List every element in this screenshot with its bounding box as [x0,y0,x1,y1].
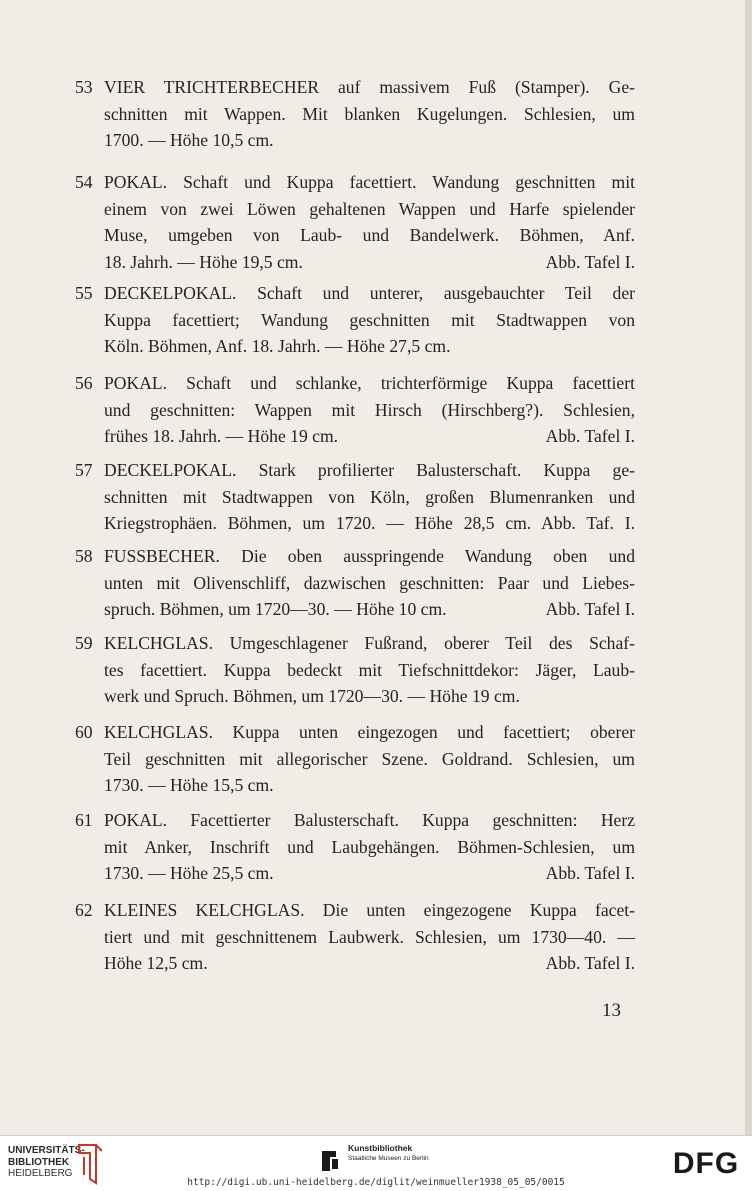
entry-text: 1700. — Höhe 10,5 cm. [104,130,274,150]
kunstbibliothek-label [348,1143,429,1164]
dfg-text: DFG [672,1147,740,1179]
entry-text: Höhe 12,5 cm. [104,953,208,973]
catalog-entry [75,457,635,537]
entry-line [75,249,635,276]
entry-line [75,543,635,570]
uni-line-1: UNIVERSITÄTS- [8,1145,85,1156]
entry-line [75,510,635,537]
catalog-entry [75,719,635,799]
entry-text: 1730. — Höhe 25,5 cm. [104,863,274,883]
entry-text: unten mit Olivenschliff, dazwischen geschnitten: Paar und Liebes- [104,572,635,593]
entry-line [75,596,635,623]
entry-text: 1730. — Höhe 15,5 cm. [104,775,274,795]
dfg-logo [668,1145,744,1179]
entry-line [75,807,635,834]
entry-number: 61 [75,810,93,830]
catalog-entry [75,807,635,887]
entry-line [75,169,635,196]
university-library-label [8,1145,85,1180]
entry-number: 58 [75,546,93,566]
plate-reference: Abb. Tafel I. [545,426,635,446]
kb-line-2: Staatliche Museen zu Berlin [348,1155,429,1162]
entry-line [75,484,635,511]
entry-line [75,657,635,684]
entry-text: werk und Spruch. Böhmen, um 1720—30. — Höhe 19 cm. [104,686,520,706]
entry-text: Muse, umgeben von Laub- und Bandelwerk. Böhmen, Anf. [104,225,635,245]
entry-number: 57 [75,460,93,480]
entry-number: 56 [75,373,93,393]
footer-bar [0,1135,752,1191]
entry-number: 55 [75,283,93,303]
entry-line [75,307,635,334]
catalog-entry [75,630,635,710]
catalog-entry [75,370,635,450]
catalog-entry [75,74,635,154]
entry-text: KELCHGLAS. Umgeschlagener Fußrand, oberer Teil des Schaf- [104,633,635,653]
entry-text: FUSSBECHER. Die oben ausspringende Wandung oben und [104,546,635,566]
entry-text: POKAL. Schaft und Kuppa facettiert. Wandung geschnitten mit [104,172,635,192]
source-url[interactable]: http://digi.ub.uni-heidelberg.de/diglit/weinmueller1938_05_05/0015 [187,1177,565,1188]
entry-line [75,280,635,307]
entry-text: frühes 18. Jahrh. — Höhe 19 cm. [104,426,339,446]
entry-text: und geschnitten: Wappen mit Hirsch (Hirschberg?). Schlesien, [104,399,635,420]
uni-line-3: HEIDELBERG [8,1168,73,1179]
entry-text: KLEINES KELCHGLAS. Die unten eingezogene Kuppa facet- [104,900,635,920]
entry-text: Köln. Böhmen, Anf. 18. Jahrh. — Höhe 27,5 cm. [104,336,451,356]
entry-line [75,772,635,799]
entry-line [75,746,635,773]
entry-line [75,950,635,977]
entry-line [75,333,635,360]
entry-line [75,457,635,484]
entry-text: KELCHGLAS. Kuppa unten eingezogen und facettiert; oberer [104,722,635,742]
catalog-entry [75,897,635,977]
entry-number: 60 [75,722,93,742]
page-edge [745,0,752,1135]
entry-line [75,860,635,887]
catalog-entry [75,169,635,275]
kunstbibliothek-logo-icon [320,1148,342,1174]
entry-text: POKAL. Facettierter Balusterschaft. Kuppa geschnitten: Herz [104,810,635,830]
entry-text: schnitten mit Stadtwappen von Köln, großen Blumenranken und [104,486,635,507]
entry-line [75,127,635,154]
plate-reference: Abb. Tafel I. [545,251,635,272]
entry-line [75,370,635,397]
entry-text: POKAL. Schaft und schlanke, trichterförmige Kuppa facettiert [104,373,635,393]
entry-text: mit Anker, Inschrift und Laubgehängen. Böhmen-Schlesien, um [104,836,635,857]
entry-line [75,570,635,597]
entry-number: 62 [75,900,93,920]
entry-text: tes facettiert. Kuppa bedeckt mit Tiefschnittdekor: Jäger, Laub- [104,659,635,680]
entry-text: DECKELPOKAL. Stark profilierter Balusterschaft. Kuppa ge- [104,460,635,480]
entry-text: DECKELPOKAL. Schaft und unterer, ausgebauchter Teil der [104,283,635,303]
entry-line [75,423,635,450]
entry-line [75,196,635,223]
catalog-entry [75,280,635,360]
entry-text: einem von zwei Löwen gehaltenen Wappen und Harfe spielender [104,198,635,219]
entry-text: 18. Jahrh. — Höhe 19,5 cm. [104,251,303,272]
entry-line [75,397,635,424]
entry-text: tiert und mit geschnittenem Laubwerk. Schlesien, um 1730—40. — [104,926,635,947]
entry-line [75,630,635,657]
uni-line-2: BIBLIOTHEK [8,1156,70,1168]
kb-line-1: Kunstbibliothek [348,1143,413,1153]
page-number: 13 [602,1000,621,1021]
entry-number: 59 [75,633,93,653]
entry-line [75,222,635,249]
entry-line [75,924,635,951]
entry-line [75,101,635,128]
entry-line [75,74,635,101]
entry-text: spruch. Böhmen, um 1720—30. — Höhe 10 cm. [104,599,447,619]
entry-line [75,897,635,924]
entry-number: 53 [75,77,93,97]
entry-text: Kuppa facettiert; Wandung geschnitten mit Stadtwappen von [104,309,635,330]
catalog-entry [75,543,635,623]
entry-number: 54 [75,172,93,192]
plate-reference: Abb. Tafel I. [545,863,635,883]
entry-text: VIER TRICHTERBECHER auf massivem Fuß (Stamper). Ge- [104,77,635,97]
entry-text: Kriegstrophäen. Böhmen, um 1720. — Höhe 28,5 cm. Abb. Taf. I. [104,513,635,533]
entry-line [75,683,635,710]
entry-text: Teil geschnitten mit allegorischer Szene. Goldrand. Schlesien, um [104,748,635,769]
entry-line [75,834,635,861]
entry-text: schnitten mit Wappen. Mit blanken Kugelungen. Schlesien, um [104,103,635,124]
plate-reference: Abb. Tafel I. [545,953,635,973]
entry-line [75,719,635,746]
plate-reference: Abb. Tafel I. [545,599,635,619]
